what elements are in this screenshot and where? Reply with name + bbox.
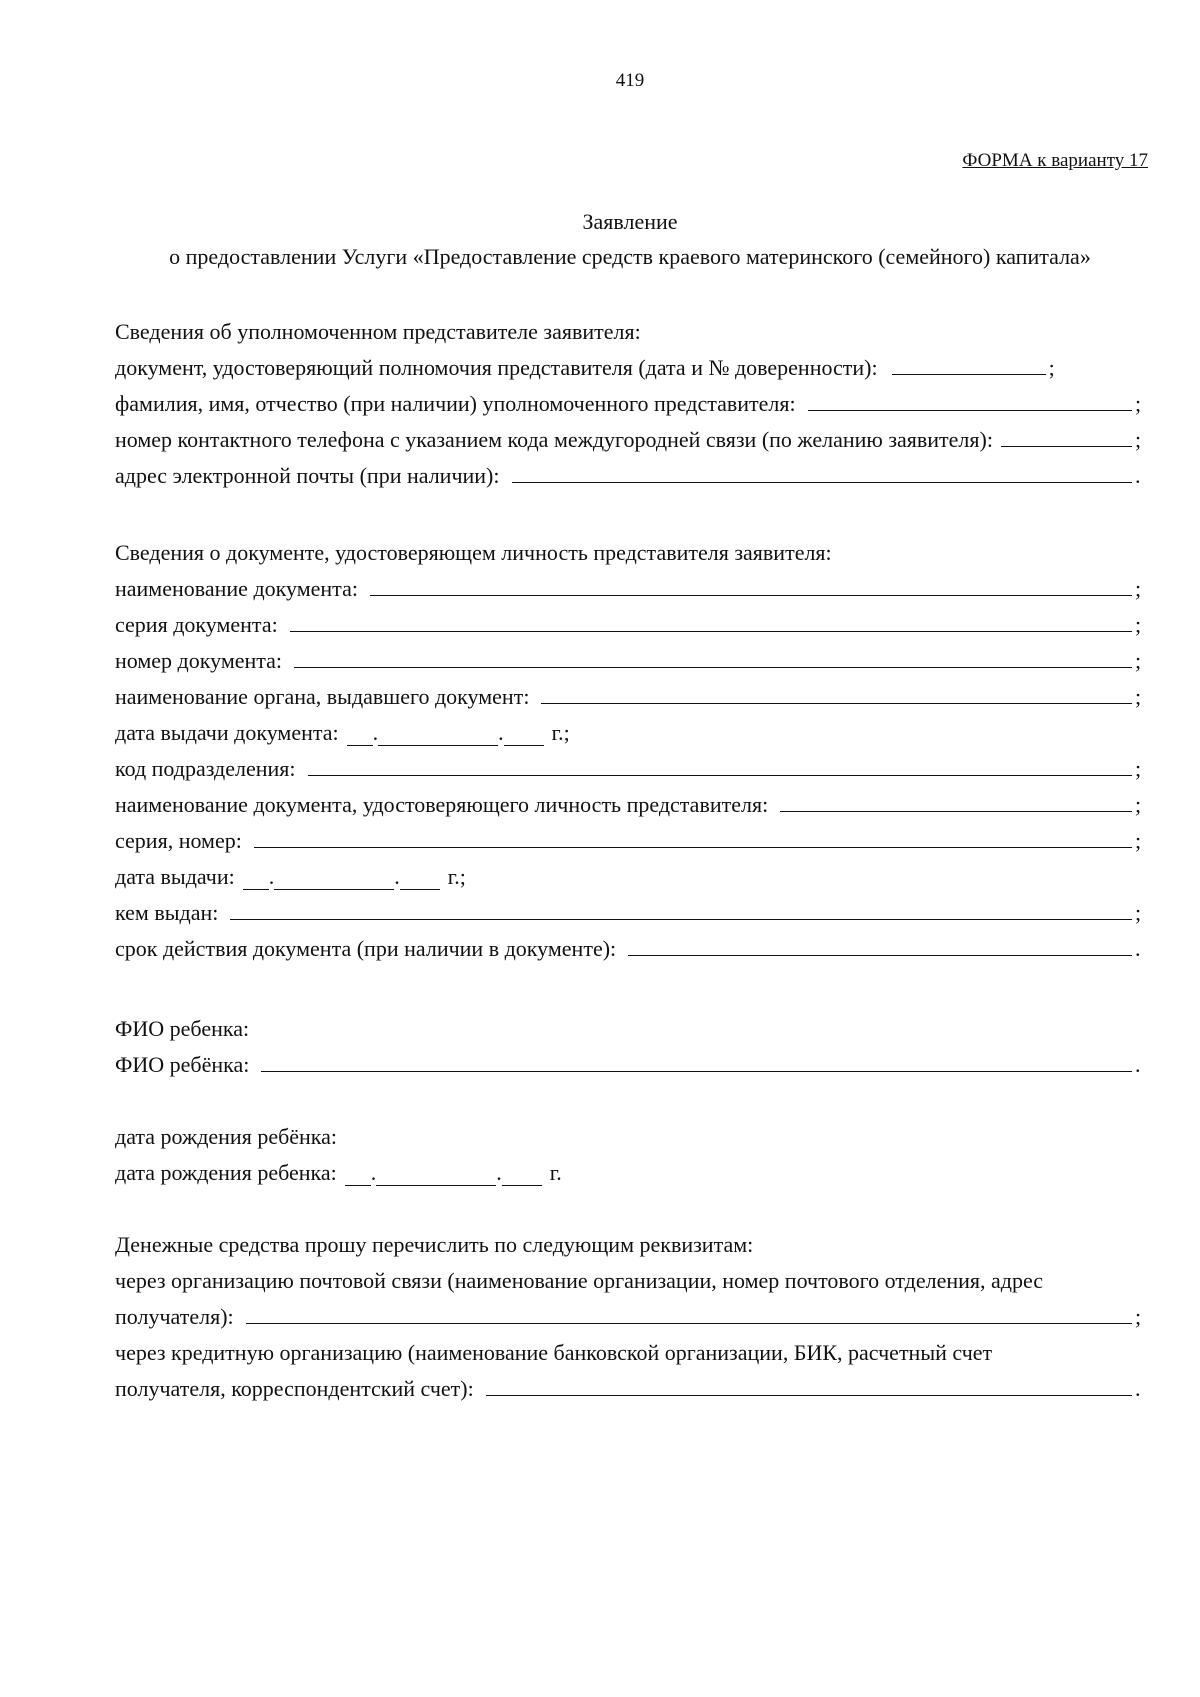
postal-description: через организацию почтовой связи (наименование организации, номер почтового отделения, адрес bbox=[115, 1268, 1044, 1293]
field-label: дата выдачи документа: bbox=[115, 720, 339, 745]
field-label: дата рождения ребенка: bbox=[115, 1160, 337, 1185]
field-label: серия, номер: bbox=[115, 828, 242, 853]
identity-document-section bbox=[115, 530, 1145, 962]
document-subtitle: о предоставлении Услуги «Предоставление средств краевого материнского (семейного) капитала» bbox=[169, 244, 1091, 269]
form-field-row bbox=[115, 926, 1145, 962]
document-number-input-line[interactable] bbox=[294, 667, 1132, 668]
form-field-row bbox=[115, 417, 1145, 453]
payment-section bbox=[115, 1222, 1145, 1402]
form-field-row bbox=[115, 602, 1145, 638]
issue-date2-row: дата выдачи: . . г.; bbox=[115, 864, 466, 889]
form-field-row bbox=[115, 746, 1145, 782]
form-field-row bbox=[115, 381, 1145, 417]
child-dob-row: дата рождения ребенка: . . г. bbox=[115, 1160, 562, 1185]
issuing-authority-input-line[interactable] bbox=[541, 703, 1132, 704]
field-label: получателя, корреспондентский счет): bbox=[115, 1376, 474, 1401]
field-label: фамилия, имя, отчество (при наличии) уполномоченного представителя: bbox=[115, 391, 796, 416]
field-label: код подразделения: bbox=[115, 756, 296, 781]
child-dob-section bbox=[115, 1114, 1145, 1186]
field-end-punct: ; bbox=[1135, 828, 1142, 853]
payment-heading: Денежные средства прошу перечислить по следующим реквизитам: bbox=[115, 1232, 754, 1257]
field-label: номер документа: bbox=[115, 648, 283, 673]
child-name-input-line[interactable] bbox=[261, 1071, 1132, 1072]
representative-id-document-input-line[interactable] bbox=[780, 811, 1132, 812]
dob-month-input-line[interactable] bbox=[376, 1167, 496, 1186]
form-field-row bbox=[115, 1366, 1145, 1402]
field-end-punct: ; bbox=[1135, 900, 1142, 925]
field-end-punct: . bbox=[1135, 936, 1141, 961]
representative-section bbox=[115, 309, 1145, 489]
form-reference: ФОРМА к варианту 17 bbox=[962, 150, 1148, 171]
field-end-punct: ; bbox=[1048, 355, 1055, 380]
field-end-punct: ; bbox=[1135, 684, 1142, 709]
field-label: адрес электронной почты (при наличии): bbox=[115, 463, 500, 488]
field-end-punct: ; bbox=[1135, 427, 1142, 452]
field-label: наименование документа, удостоверяющего личность представителя: bbox=[115, 792, 769, 817]
date-suffix: г. bbox=[549, 1160, 562, 1185]
representative-heading: Сведения об уполномоченном представителе заявителя: bbox=[115, 319, 641, 344]
field-label: срок действия документа (при наличии в документе): bbox=[115, 936, 617, 961]
dob-day-input-line[interactable] bbox=[345, 1167, 371, 1186]
field-end-punct: ; bbox=[1135, 612, 1142, 637]
date-suffix: г.; bbox=[447, 864, 466, 889]
bank-details-input-line[interactable] bbox=[486, 1395, 1132, 1396]
field-label: наименование документа: bbox=[115, 576, 358, 601]
child-heading: ФИО ребенка: bbox=[115, 1016, 250, 1041]
form-field-row bbox=[115, 782, 1145, 818]
field-end-punct: ; bbox=[1135, 756, 1142, 781]
document-series-input-line[interactable] bbox=[290, 631, 1132, 632]
bank-description: через кредитную организацию (наименование банковской организации, БИК, расчетный счет bbox=[115, 1340, 993, 1365]
field-end-punct: . bbox=[1135, 1376, 1141, 1401]
representative-name-input-line[interactable] bbox=[808, 410, 1132, 411]
form-field-row bbox=[115, 566, 1145, 602]
issue-year-input-line[interactable] bbox=[504, 727, 544, 746]
field-label: номер контактного телефона с указанием кода междугородней связи (по желанию заявителя): bbox=[115, 427, 993, 452]
form-field-row bbox=[115, 818, 1145, 854]
form-field-row bbox=[115, 638, 1145, 674]
field-end-punct: ; bbox=[1135, 648, 1142, 673]
form-field-row bbox=[115, 1042, 1145, 1078]
form-field-row bbox=[115, 890, 1145, 926]
issue2-month-input-line[interactable] bbox=[274, 871, 394, 890]
child-section bbox=[115, 1006, 1145, 1078]
division-code-input-line[interactable] bbox=[308, 775, 1132, 776]
field-end-punct: ; bbox=[1135, 1304, 1142, 1329]
issued-by-input-line[interactable] bbox=[230, 919, 1132, 920]
field-end-punct: ; bbox=[1135, 576, 1142, 601]
issue-day-input-line[interactable] bbox=[347, 727, 373, 746]
child-dob-heading: дата рождения ребёнка: bbox=[115, 1124, 338, 1149]
issue-date-row: дата выдачи документа: . . г.; bbox=[115, 720, 570, 745]
page-number: 419 bbox=[615, 70, 645, 91]
issue2-day-input-line[interactable] bbox=[243, 871, 269, 890]
form-field-row bbox=[115, 345, 1145, 381]
issue2-year-input-line[interactable] bbox=[400, 871, 440, 890]
identity-document-heading: Сведения о документе, удостоверяющем личность представителя заявителя: bbox=[115, 540, 832, 565]
field-label: кем выдан: bbox=[115, 900, 219, 925]
field-label: ФИО ребёнка: bbox=[115, 1052, 250, 1077]
field-label: получателя): bbox=[115, 1304, 234, 1329]
field-end-punct: ; bbox=[1135, 391, 1142, 416]
phone-input-line[interactable] bbox=[1001, 446, 1132, 447]
power-of-attorney-input-line[interactable] bbox=[892, 374, 1046, 375]
field-label: наименование органа, выдавшего документ: bbox=[115, 684, 530, 709]
validity-period-input-line[interactable] bbox=[628, 955, 1132, 956]
field-label: документ, удостоверяющий полномочия представителя (дата и № доверенности): bbox=[115, 355, 878, 380]
field-end-punct: . bbox=[1135, 1052, 1141, 1077]
document-title: Заявление bbox=[582, 209, 678, 234]
document-name-input-line[interactable] bbox=[370, 595, 1132, 596]
dob-year-input-line[interactable] bbox=[502, 1167, 542, 1186]
field-label: дата выдачи: bbox=[115, 864, 235, 889]
date-suffix: г.; bbox=[551, 720, 570, 745]
issue-month-input-line[interactable] bbox=[378, 727, 498, 746]
email-input-line[interactable] bbox=[512, 482, 1133, 483]
form-field-row bbox=[115, 453, 1145, 489]
series-number-input-line[interactable] bbox=[254, 847, 1132, 848]
postal-details-input-line[interactable] bbox=[246, 1323, 1132, 1324]
field-end-punct: . bbox=[1135, 463, 1141, 488]
form-field-row bbox=[115, 674, 1145, 710]
field-end-punct: ; bbox=[1135, 792, 1142, 817]
form-field-row bbox=[115, 1294, 1145, 1330]
field-label: серия документа: bbox=[115, 612, 278, 637]
